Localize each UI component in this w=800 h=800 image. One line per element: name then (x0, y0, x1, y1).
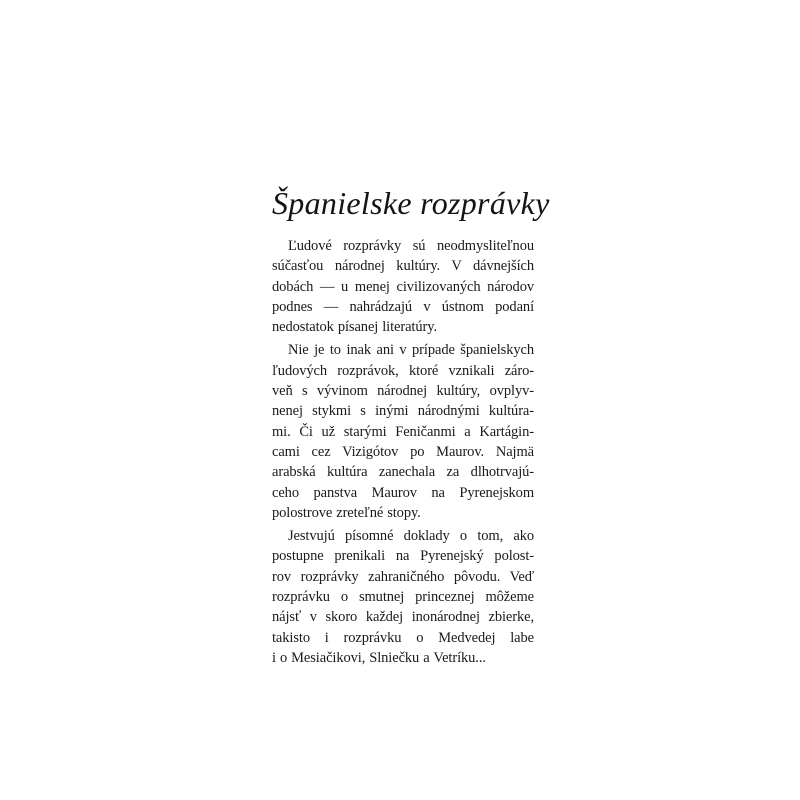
paragraph-1 (272, 236, 534, 337)
text-line: cami cez Vizigótov po Maurov. Najmä (272, 443, 534, 460)
text-line: Nie je to inak ani v prípade španielskych (288, 342, 534, 359)
text-line: nedostatok písanej literatúry. (272, 319, 437, 336)
text-line: polostrove zreteľné stopy. (272, 504, 421, 521)
text-line: i o Mesiačikovi, Slniečku a Vetríku... (272, 649, 486, 666)
text-line: ľudových rozprávok, ktoré vznikali záro- (272, 362, 534, 379)
text-line: Jestvujú písomné doklady o tom, ako (288, 528, 534, 545)
text-line: mi. Či už starými Feničanmi a Kartágin- (272, 423, 534, 440)
text-line: ceho panstva Maurov na Pyrenejskom (272, 484, 534, 501)
text-line: rozprávku o smutnej princeznej môžeme (272, 589, 534, 606)
text-line: takisto i rozprávku o Medvedej labe (272, 629, 534, 646)
page-title: Španielske rozprávky (272, 185, 550, 221)
paragraph-3 (272, 526, 534, 668)
text-line: arabská kultúra zanechala za dlhotrvajú- (272, 464, 534, 481)
text-line: nájsť v skoro každej inonárodnej zbierke, (272, 609, 534, 626)
body-text (272, 236, 534, 668)
text-line: Ľudové rozprávky sú neodmysliteľnou (288, 238, 534, 254)
paragraph-2 (272, 340, 534, 523)
text-line: postupne prenikali na Pyrenejský polost- (272, 548, 534, 565)
text-line: súčasťou národnej kultúry. V dávnejších (272, 258, 534, 275)
text-line: veň s vývinom národnej kultúry, ovplyv- (272, 383, 534, 400)
book-page (272, 183, 550, 671)
text-line: nenej stykmi s inými národnými kultúra- (272, 403, 534, 420)
text-line: rov rozprávky zahraničného pôvodu. Veď (272, 568, 534, 585)
text-line: dobách — u menej civilizovaných národov (272, 278, 534, 295)
text-line: podnes — nahrádzajú v ústnom podaní (272, 298, 534, 315)
